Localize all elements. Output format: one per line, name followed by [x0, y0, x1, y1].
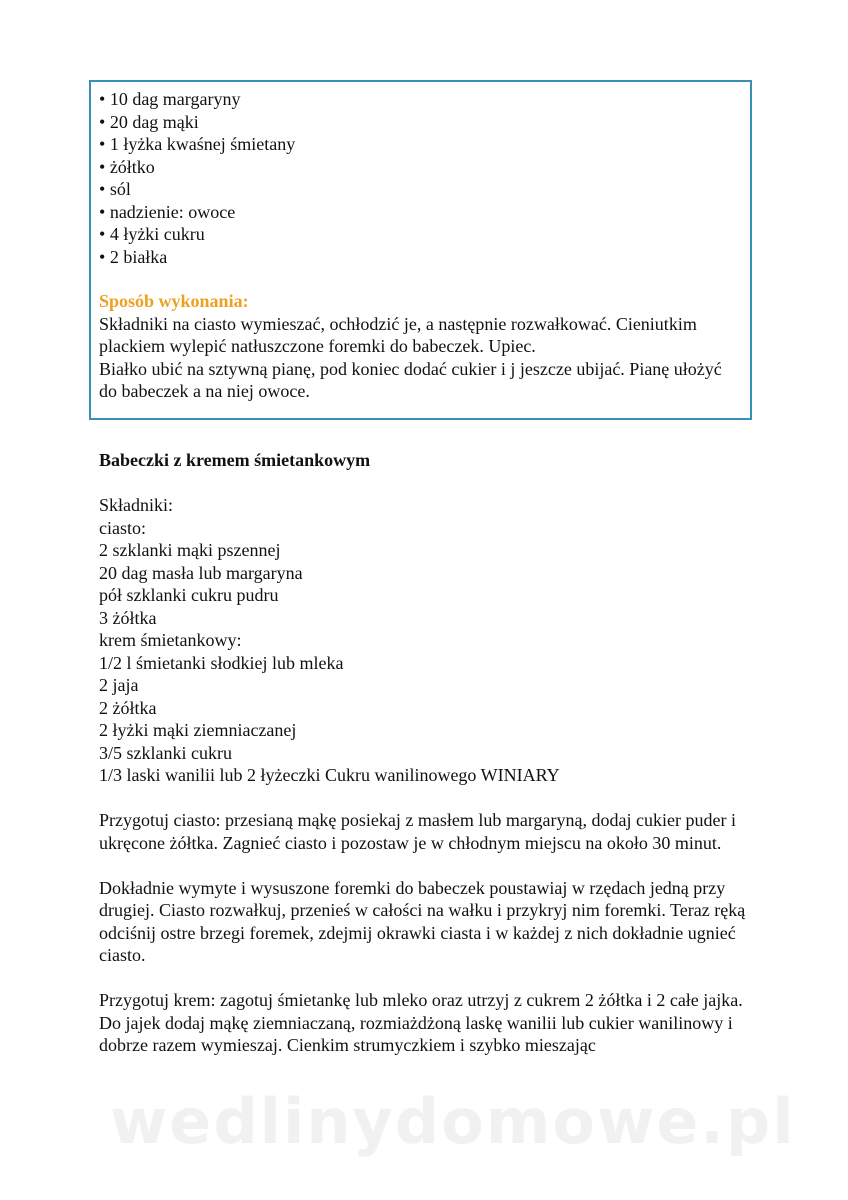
recipe-line: 3 żółtka: [99, 607, 157, 628]
list-item: • żółtko: [99, 156, 742, 179]
recipe-line: krem śmietankowy:: [99, 630, 242, 650]
recipe-line: 1/3 laski wanilii lub 2 łyżeczki Cukru wanilinowego WINIARY: [99, 765, 560, 785]
list-item: • 1 łyżka kwaśnej śmietany: [99, 133, 742, 156]
recipe-line: 3/5 szklanki cukru: [99, 742, 232, 763]
recipe-line: 2 jaja: [99, 675, 139, 695]
method-text: Białko ubić na sztywną pianę, pod koniec dodać cukier i j jeszcze ubijać. Pianę ułożyć do babeczek a na niej owoce.: [99, 358, 722, 401]
recipe-line: 2 szklanki mąki pszennej: [99, 540, 281, 560]
recipe-line: 2 łyżki mąki ziemniaczanej: [99, 720, 297, 740]
list-item: • 10 dag margaryny: [99, 88, 742, 111]
recipe-line: pół szklanki cukru pudru: [99, 585, 279, 605]
list-item: • 2 białka: [99, 246, 742, 269]
recipe-line: ciasto:: [99, 517, 146, 538]
method-heading: Sposób wykonania:: [99, 291, 249, 311]
list-item: • nadzienie: owoce: [99, 201, 742, 224]
recipe-paragraph: Przygotuj krem: zagotuj śmietankę lub mleko oraz utrzyj z cukrem 2 żółtka i 2 całe jajka. Do jajek dodaj mąkę ziemniaczaną, rozmiażdżoną laskę wanilii lub cukier wanilinowy i dobrze razem wymieszaj. Cienkim strumyczkiem i szybko mieszając: [99, 990, 743, 1055]
list-item: • 20 dag mąki: [99, 111, 742, 134]
recipe-line: 2 żółtka: [99, 697, 157, 718]
recipe-title: Babeczki z kremem śmietankowym: [99, 450, 371, 470]
list-item: • sól: [99, 178, 742, 201]
recipe-line: 20 dag masła lub margaryna: [99, 562, 303, 583]
recipe-line: Składniki:: [99, 495, 174, 515]
method-text: Składniki na ciasto wymieszać, ochłodzić je, a następnie rozwałkować. Cieniutkim plackiem wylepić natłuszczone foremki do babeczek. Upiec.: [99, 313, 697, 356]
recipe-section: [99, 449, 759, 1057]
recipe-line: 1/2 l śmietanki słodkiej lub mleka: [99, 652, 344, 673]
recipe-paragraph: Dokładnie wymyte i wysuszone foremki do babeczek poustawiaj w rzędach jedną przy drugiej. Ciasto rozwałkuj, przenieś w całości na wałku i przykryj nim foremki. Teraz ręką odciśnij ostre brzegi foremek, zdejmij okrawki ciasta i w każdej z nich dokładnie ugnieć ciasto.: [99, 877, 746, 965]
watermark: wedlinydomowe.pl: [110, 1085, 796, 1158]
recipe-paragraph: Przygotuj ciasto: przesianą mąkę posiekaj z masłem lub margaryną, dodaj cukier puder i ukręcone żółtka. Zagnieć ciasto i pozostaw je w chłodnym miejscu na około 30 minut.: [99, 810, 736, 853]
ingredients-box: [89, 80, 752, 420]
list-item: • 4 łyżki cukru: [99, 223, 742, 246]
